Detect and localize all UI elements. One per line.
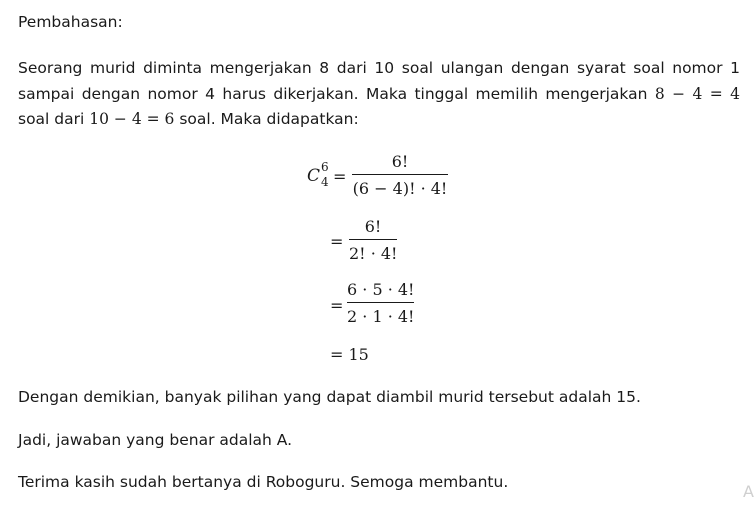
fraction-1-denominator: (6 − 4)! · 4! (352, 179, 448, 198)
closing-text: Terima kasih sudah bertanya di Roboguru. Semoga membantu. (18, 473, 509, 491)
fraction-1-numerator: 6! (391, 152, 409, 171)
fraction-3-numerator: 6 · 5 · 4! (347, 280, 415, 299)
equals-sign-1: = (333, 167, 347, 186)
fraction-3-denominator: 2 · 1 · 4! (347, 307, 415, 326)
combination-letter: C (307, 166, 321, 186)
intro-line-3-math: 10 − 4 = 6 (89, 110, 175, 128)
result-line: = 15 (330, 345, 369, 364)
intro-line-2-math: 8 − 4 = 4 (654, 84, 740, 103)
fraction-3-bar (347, 302, 414, 303)
fraction-2-bar (349, 239, 397, 240)
intro-line-1: Seorang murid diminta mengerjakan 8 dari 10 soal ulangan dengan syarat soal nomor 1 (18, 59, 740, 77)
intro-line-3-post: soal. Maka didapatkan: (179, 110, 359, 128)
fraction-2-denominator: 2! · 4! (349, 244, 398, 263)
fraction-step-2 (349, 217, 397, 263)
section-heading: Pembahasan: (18, 13, 123, 31)
intro-line-2-text: sampai dengan nomor 4 harus dikerjakan. Maka tinggal memilih mengerjakan (18, 84, 648, 103)
intro-paragraph (18, 56, 740, 133)
combination-symbol (307, 160, 332, 189)
corner-mark: A (743, 482, 754, 501)
answer-text: Jadi, jawaban yang benar adalah A. (18, 431, 293, 449)
fraction-2-numerator: 6! (364, 217, 382, 236)
intro-line-2 (18, 82, 740, 108)
equals-sign-2: = (330, 232, 344, 251)
fraction-1-bar (352, 174, 448, 175)
combination-subscript: 4 (321, 175, 329, 189)
intro-line-3-pre: soal dari (18, 110, 85, 128)
fraction-step-1 (352, 152, 448, 198)
conclusion-text: Dengan demikian, banyak pilihan yang dapat diambil murid tersebut adalah 15. (18, 388, 641, 406)
fraction-step-3 (347, 280, 414, 326)
intro-line-3 (18, 107, 740, 133)
equals-sign-3: = (330, 296, 344, 315)
combination-superscript: 6 (321, 160, 329, 174)
